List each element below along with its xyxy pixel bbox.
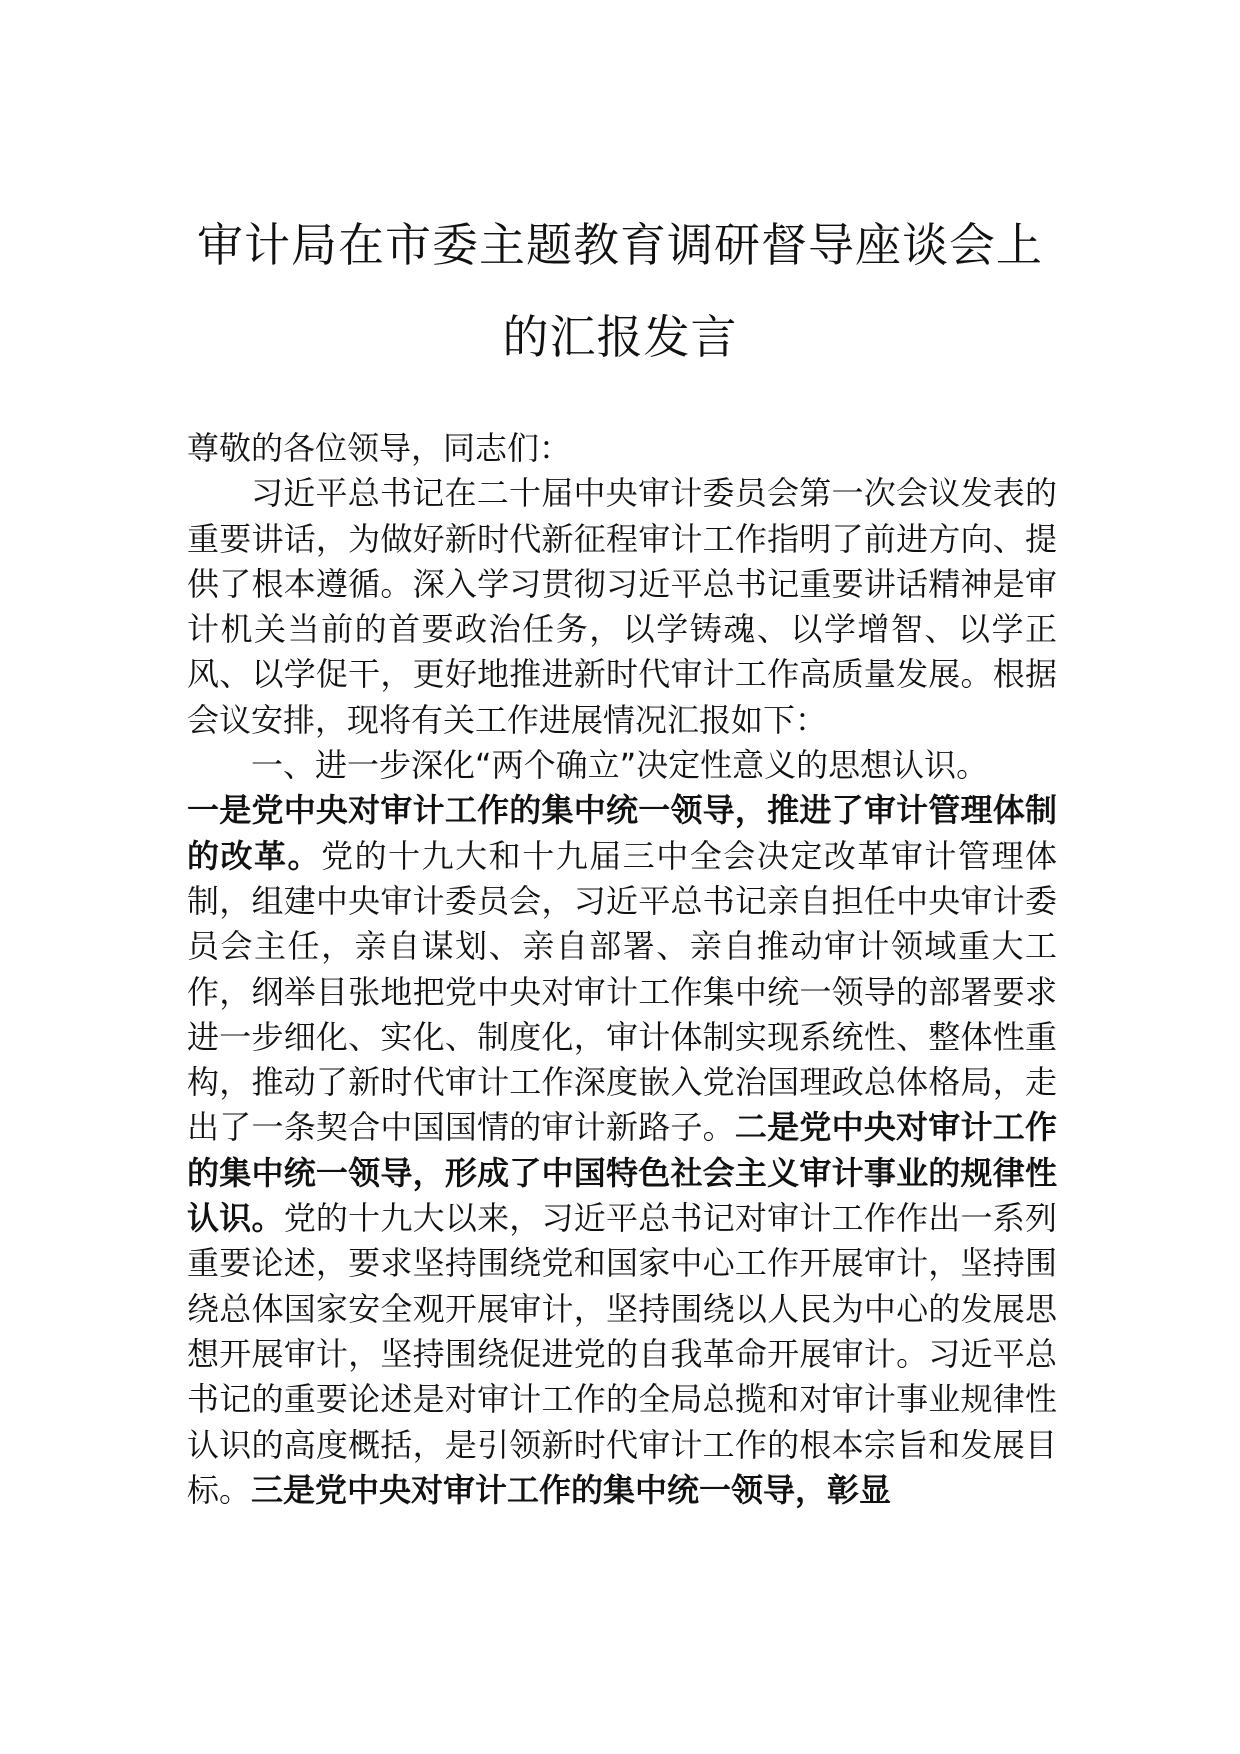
point-2-heading: 二是党中央对审计工作的集中统一领导，形成了中国特色社会主义审计事业的规律性认识。 <box>187 1108 1057 1238</box>
paragraph-intro: 习近平总书记在二十届中央审计委员会第一次会议发表的重要讲话，为做好新时代新征程审计工作指明了前进方向、提供了根本遵循。深入学习贯彻习近平总书记重要讲话精神是审计机关当前的首要政治任务，以学铸魂、以学增智、以学正风、以学促干，更好地推进新时代审计工作高质量发展。根据会议安排，现将有关工作进展情况汇报如下： <box>187 474 1057 739</box>
point-2-text: 党的十九大以来，习近平总书记对审计工作作出一系列重要论述，要求坚持围绕党和国家中心工作开展审计，坚持围绕总体国家安全观开展审计，坚持围绕以人民为中心的发展思想开展审计，坚持围绕促进党的自我革命开展审计。习近平总书记的重要论述是对审计工作的全局总揽和对审计事业规律性认识的高度概括，是引领新时代审计工作的根本宗旨和发展目标。 <box>187 1199 1057 1509</box>
paragraph-points <box>187 788 1057 1513</box>
document-body <box>187 426 1057 1513</box>
point-1-heading: 一是党中央对审计工作的集中统一领导，推进了审计管理体制的改革。 <box>187 791 1057 875</box>
document-title-line-2: 的汇报发言 <box>502 310 738 364</box>
point-1-text: 党的十九大和十九届三中全会决定改革审计管理体制，组建中央审计委员会，习近平总书记亲自担任中央审计委员会主任，亲自谋划、亲自部署、亲自推动审计领域重大工作，纲举目张地把党中央对审计工作集中统一领导的部署要求进一步细化、实化、制度化，审计体制实现系统性、整体性重构，推动了新时代审计工作深度嵌入党治国理政总体格局，走出了一条契合中国国情的审计新路子。 <box>187 836 1057 1147</box>
point-3-heading: 三是党中央对审计工作的集中统一领导，彰显 <box>251 1470 892 1509</box>
section-heading-1: 一、进一步深化“两个确立”决定性意义的思想认识。 <box>251 746 989 785</box>
document-title-line-1: 审计局在市委主题教育调研督导座谈会上 <box>197 218 1043 272</box>
greeting: 尊敬的各位领导，同志们： <box>187 429 572 467</box>
